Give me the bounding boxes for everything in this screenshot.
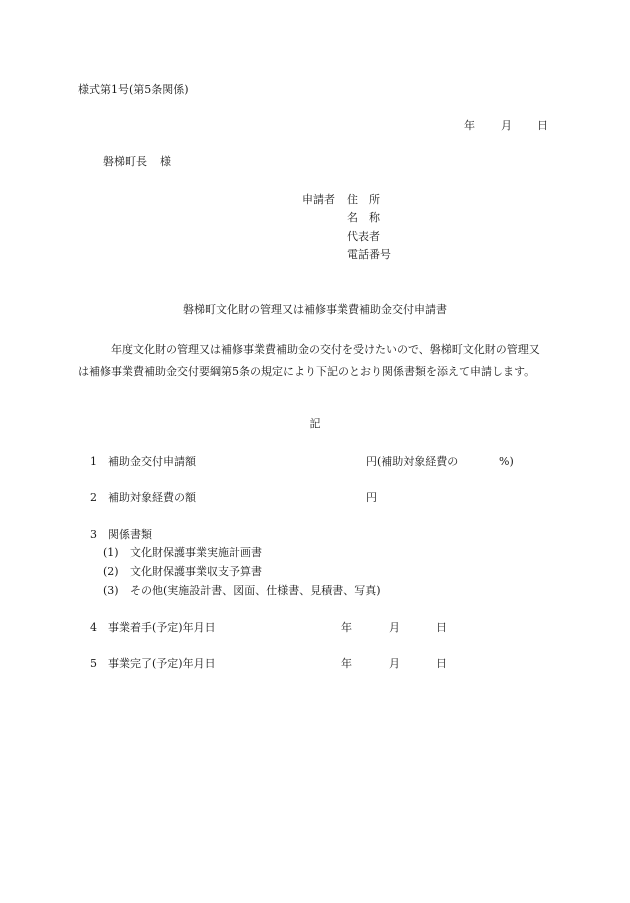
item5-month-label: 月 xyxy=(389,657,400,670)
item3-subitem2-text: 文化財保護事業収支予算書 xyxy=(130,565,262,578)
item4-year-label: 年 xyxy=(341,621,352,634)
item5-number: 5 xyxy=(90,657,97,670)
applicant-field-address: 住 所 xyxy=(347,193,380,206)
item5-year-label: 年 xyxy=(341,657,352,670)
date-day-label: 日 xyxy=(537,119,548,132)
item4-month-label: 月 xyxy=(389,621,400,634)
applicant-field-phone: 電話番号 xyxy=(347,248,391,261)
item1-number: 1 xyxy=(90,455,97,468)
applicant-field-representative: 代表者 xyxy=(347,230,380,243)
form-number: 様式第1号(第5条関係) xyxy=(78,83,189,96)
item3-subitem3-text: その他(実施設計書、図面、仕様書、見積書、写真) xyxy=(130,584,381,597)
item2-label: 補助対象経費の額 xyxy=(108,491,196,504)
item4-day-label: 日 xyxy=(436,621,447,634)
addressee-honorific: 様 xyxy=(160,155,171,168)
item3-number: 3 xyxy=(90,528,97,541)
item4-label: 事業着手(予定)年月日 xyxy=(108,621,216,634)
item3-label: 関係書類 xyxy=(108,528,152,541)
item1-value-prefix: 円(補助対象経費の xyxy=(366,455,459,468)
date-year-label: 年 xyxy=(464,119,475,132)
item5-day-label: 日 xyxy=(436,657,447,670)
applicant-label: 申請者 xyxy=(302,193,335,206)
ki-heading: 記 xyxy=(309,417,321,430)
item3-subitem1-number: (1) xyxy=(103,546,119,559)
item3-subitem2-number: (2) xyxy=(103,565,119,578)
item3-subitem3-number: (3) xyxy=(103,584,119,597)
item2-number: 2 xyxy=(90,491,97,504)
addressee-name: 磐梯町長 xyxy=(103,155,147,168)
item5-label: 事業完了(予定)年月日 xyxy=(108,657,216,670)
body-paragraph: 年度文化財の管理又は補修事業費補助金の交付を受けたいので、磐梯町文化財の管理又は補修事業費補助金交付要綱第5条の規定により下記のとおり関係書類を添えて申請します。 xyxy=(78,343,540,378)
item3-subitem1-text: 文化財保護事業実施計画書 xyxy=(130,546,262,559)
document-title: 磐梯町文化財の管理又は補修事業費補助金交付申請書 xyxy=(183,303,447,316)
item2-value: 円 xyxy=(366,491,377,504)
item1-value-suffix: %) xyxy=(499,455,514,468)
item4-number: 4 xyxy=(90,621,97,634)
date-month-label: 月 xyxy=(501,119,512,132)
item1-label: 補助金交付申請額 xyxy=(108,455,196,468)
applicant-field-name: 名 称 xyxy=(347,211,380,224)
